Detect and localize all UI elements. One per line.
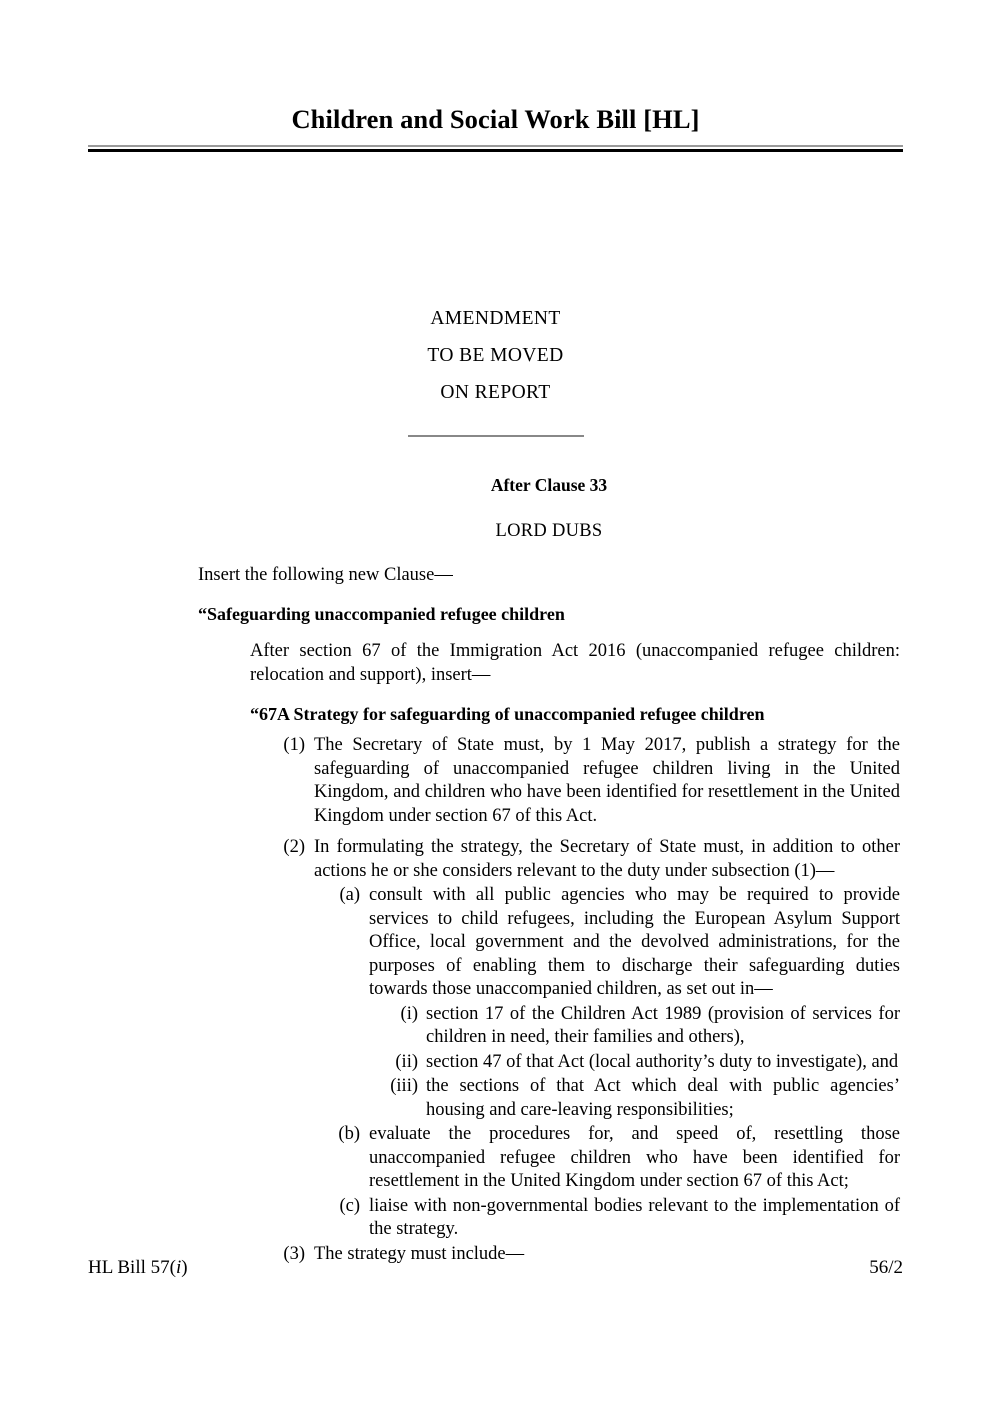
subsection-text: The strategy must include— xyxy=(314,1243,525,1264)
banner-line-to-be-moved: TO BE MOVED xyxy=(427,345,564,366)
moving-member: LORD DUBS xyxy=(495,521,603,541)
amendment-banner xyxy=(88,300,903,437)
header-rule-thick xyxy=(88,149,903,152)
page-number: 56/2 xyxy=(869,1257,903,1278)
clause-reference: After Clause 33 xyxy=(490,475,608,495)
paragraph-row xyxy=(330,884,900,1002)
bill-number-prefix: HL Bill 57( xyxy=(88,1257,176,1278)
insert-instruction: Insert the following new Clause— xyxy=(198,565,453,585)
paragraph-text: consult with all public agencies who may be required to provide services to child refugees, including the European Asylum Support Office, local government and the devolved administrations, for the purposes of enabling them to discharge their safeguarding duties towards those unaccompanied children, as set out in— xyxy=(369,885,900,999)
subparagraph-text: section 17 of the Children Act 1989 (provision of services for children in need, their families and others), xyxy=(426,1003,900,1047)
subsection-row xyxy=(275,734,900,828)
lead-in-text: After section 67 of the Immigration Act 2016 (unaccompanied refugee children: relocation and support), insert— xyxy=(250,641,900,685)
page-footer xyxy=(88,1257,903,1279)
paragraph-row xyxy=(330,1195,900,1242)
paragraph-text: evaluate the procedures for, and speed of, resettling those unaccompanied refugee children who have been identified for resettlement in the United Kingdom under section 67 of this Act; xyxy=(369,1124,900,1191)
subparagraph-row xyxy=(370,1051,900,1075)
paragraph-row xyxy=(330,1123,900,1194)
separator-rule xyxy=(408,435,584,437)
subparagraph-text: section 47 of that Act (local authority’s duty to investigate), and xyxy=(426,1051,899,1072)
paragraph-marker: (c) xyxy=(339,1195,360,1216)
paragraph-text: liaise with non-governmental bodies relevant to the implementation of the strategy. xyxy=(369,1195,900,1239)
subparagraph-marker: (iii) xyxy=(390,1076,418,1096)
subparagraph-text: the sections of that Act which deal with public agencies’ housing and care-leaving responsibilities; xyxy=(426,1076,900,1120)
bill-number-italic: i xyxy=(175,1257,182,1278)
subsection-text: The Secretary of State must, by 1 May 2017, publish a strategy for the safeguarding of unaccompanied refugee children living in the United Kingdom, and children who have been identified for resettlement in the United Kingdom under section 67 of this Act. xyxy=(314,735,900,826)
subsection-row xyxy=(275,836,900,883)
subsection-marker: (3) xyxy=(283,1243,305,1264)
paragraph-marker: (a) xyxy=(339,885,360,905)
subsection-marker: (1) xyxy=(283,735,305,755)
section-67a-heading: “67A Strategy for safeguarding of unaccompanied refugee children xyxy=(250,704,765,724)
subsection-text: In formulating the strategy, the Secretary of State must, in addition to other actions he or she considers relevant to the duty under subsection (1)— xyxy=(314,837,900,881)
paragraph-marker: (b) xyxy=(338,1124,360,1144)
subparagraph-marker: (ii) xyxy=(395,1051,418,1072)
page-title: Children and Social Work Bill [HL] xyxy=(291,104,700,134)
header-double-rule xyxy=(88,145,903,151)
subparagraph-marker: (i) xyxy=(400,1003,418,1024)
subparagraph-row xyxy=(370,1003,900,1050)
subparagraph-row xyxy=(370,1075,900,1122)
banner-line-on-report: ON REPORT xyxy=(440,382,551,403)
subsection-marker: (2) xyxy=(283,837,305,857)
banner-line-amendment: AMENDMENT xyxy=(430,308,561,329)
page-header xyxy=(88,104,903,151)
banner-separator xyxy=(88,435,903,437)
header-rule-thin xyxy=(88,145,903,147)
new-clause-title: “Safeguarding unaccompanied refugee children xyxy=(198,604,565,624)
bill-number-suffix: ) xyxy=(181,1257,188,1278)
amendment-body xyxy=(198,474,900,1266)
bill-number xyxy=(88,1257,188,1279)
